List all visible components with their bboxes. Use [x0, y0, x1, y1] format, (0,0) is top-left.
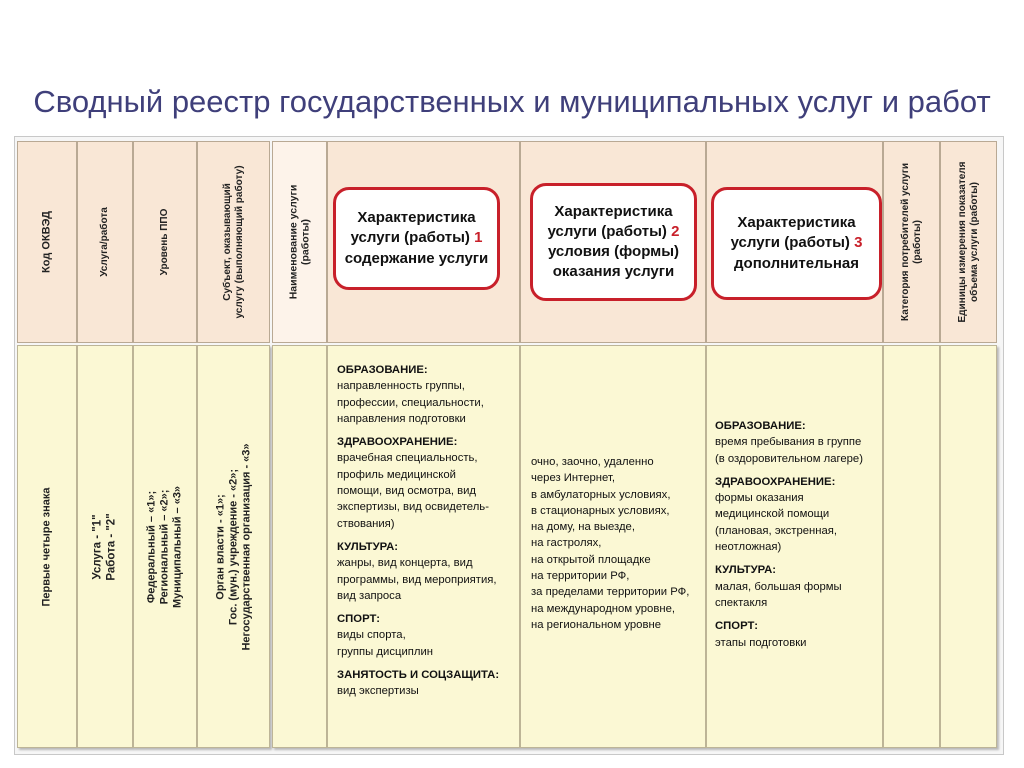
header-service-name [272, 141, 327, 343]
char2-line4: оказания услуги [552, 263, 675, 281]
content-sport [337, 611, 517, 660]
characteristic-1-box [333, 187, 500, 290]
char3-number: 3 [854, 234, 863, 252]
content-line: вид запроса [337, 589, 402, 602]
char3-line1: Характеристика [737, 214, 856, 232]
body-okved [17, 345, 77, 748]
additional-culture [715, 562, 881, 611]
additional-line: медицинской помощи [715, 508, 830, 521]
body-level-regional: Региональный – «2»; [158, 489, 171, 604]
forms-item: на дому, на выезде, [531, 521, 635, 534]
additional-line: (в оздоровительном лагере) [715, 452, 863, 465]
additional-line: формы оказания [715, 492, 804, 505]
characteristic-3-box [711, 187, 882, 300]
body-service-line: Услуга - "1" [91, 513, 104, 580]
char2-line3: условия (формы) [547, 243, 680, 260]
header-ppo-level-label: Уровень ППО [159, 208, 171, 276]
char1-line1: Характеристика [357, 209, 476, 227]
body-subject-institution: Гос. (мун.) учреждение - «2»; [227, 468, 240, 625]
forms-item: на территории РФ, [531, 570, 630, 583]
content-line: профессии, специальности, [337, 396, 484, 409]
forms-list [531, 454, 703, 633]
body-units [940, 345, 997, 748]
body-subject-nongov: Негосударственная организация - «3» [239, 442, 252, 651]
content-line: жанры, вид концерта, вид [337, 557, 473, 570]
char2-line2: услуги (работы) [547, 222, 672, 240]
char3-line3: дополнительная [734, 254, 859, 272]
header-units-line2: объема услуги (работы) [968, 181, 980, 303]
content-list [337, 362, 517, 707]
forms-item: в амбулаторных условиях, [531, 488, 671, 501]
header-consumer-category [883, 141, 940, 343]
content-line: профиль медицинской [337, 468, 456, 481]
header-service-name-line1: Наименование услуги [287, 184, 300, 300]
additional-list [715, 418, 881, 658]
header-okved-label: Код ОКВЭД [40, 211, 53, 273]
char1-line3: содержание услуги [344, 249, 489, 267]
forms-item: за пределами территории РФ, [531, 586, 690, 599]
char3-line2: услуги (работы) [730, 234, 855, 252]
body-service-work [77, 345, 133, 748]
forms-item: на международном уровне, [531, 602, 675, 615]
content-employment [337, 667, 517, 700]
additional-line: малая, большая формы [715, 580, 842, 593]
body-okved-text: Первые четыре знака [40, 487, 53, 606]
header-consumer-line1: Категория потребителей услуги [899, 162, 911, 322]
body-service-name [272, 345, 327, 748]
content-healthcare [337, 434, 517, 532]
additional-line: спектакля [715, 596, 768, 609]
header-units-line1: Единицы измерения показателя [956, 161, 968, 323]
forms-item: через Интернет, [531, 472, 615, 485]
header-subject-line2: услугу (выполняющий работу) [233, 165, 245, 319]
forms-item: очно, заочно, удаленно [531, 456, 654, 468]
char2-number: 2 [671, 222, 680, 240]
char2-line1: Характеристика [554, 202, 673, 220]
header-units [940, 141, 997, 343]
body-subjects [197, 345, 270, 748]
content-line: врачебная специальность, [337, 452, 478, 465]
header-okved [17, 141, 77, 343]
page-title: Сводный реестр государственных и муниципальных услуг и работ [33, 84, 991, 119]
body-level-municipal: Муниципальный – «3» [171, 485, 184, 608]
content-line: направления подготовки [337, 412, 466, 425]
body-levels [133, 345, 197, 748]
header-service-work [77, 141, 133, 343]
content-line: программы, вид мероприятия, [337, 573, 497, 586]
content-line: вид экспертизы [337, 685, 419, 698]
content-line: экспертизы, вид освидетель- [337, 501, 489, 514]
additional-healthcare [715, 474, 881, 555]
content-heading: ЗДРАВООХРАНЕНИЕ: [337, 436, 458, 449]
forms-item: на гастролях, [531, 537, 602, 550]
header-consumer-line2: (работы) [911, 220, 923, 264]
header-subject-line1: Субъект, оказывающий [221, 183, 233, 301]
content-heading: ОБРАЗОВАНИЕ: [337, 364, 428, 376]
content-heading: СПОРТ: [337, 613, 380, 626]
header-ppo-level [133, 141, 197, 343]
additional-sport [715, 618, 881, 651]
additional-line: (плановая, экстренная, [715, 524, 838, 537]
body-work-line: Работа - "2" [105, 512, 117, 581]
header-service-work-label: Услуга/работа [99, 207, 111, 277]
content-heading: КУЛЬТУРА: [337, 540, 399, 553]
additional-line: время пребывания в группе [715, 436, 862, 449]
forms-item: на открытой площадке [531, 553, 651, 566]
body-consumer-category [883, 345, 940, 748]
additional-line: неотложная) [715, 541, 782, 554]
header-subject [197, 141, 270, 343]
content-line: виды спорта, [337, 629, 406, 642]
content-line: помощи, вид осмотра, вид [337, 485, 477, 498]
body-subject-authority: Орган власти - «1»; [214, 493, 227, 600]
content-culture [337, 539, 517, 604]
additional-line: этапы подготовки [715, 636, 807, 649]
additional-heading: КУЛЬТУРА: [715, 564, 777, 577]
characteristic-2-box [530, 183, 697, 301]
body-level-federal: Федеральный – «1»; [145, 490, 158, 603]
additional-education [715, 418, 881, 467]
content-heading: ЗАНЯТОСТЬ И СОЦЗАЩИТА: [337, 669, 500, 682]
content-education [337, 362, 517, 427]
char1-line2: услуги (работы) [350, 229, 475, 247]
char1-number: 1 [474, 229, 483, 247]
forms-item: в стационарных условиях, [531, 504, 670, 517]
forms-item: на региональном уровне [531, 618, 661, 631]
content-line: направленность группы, [337, 380, 465, 393]
additional-heading: СПОРТ: [715, 620, 758, 633]
header-service-name-line2: (работы) [299, 219, 312, 266]
additional-heading: ОБРАЗОВАНИЕ: [715, 420, 806, 432]
content-line: ствования) [337, 517, 395, 530]
content-line: группы дисциплин [337, 645, 434, 658]
additional-heading: ЗДРАВООХРАНЕНИЕ: [715, 475, 836, 488]
